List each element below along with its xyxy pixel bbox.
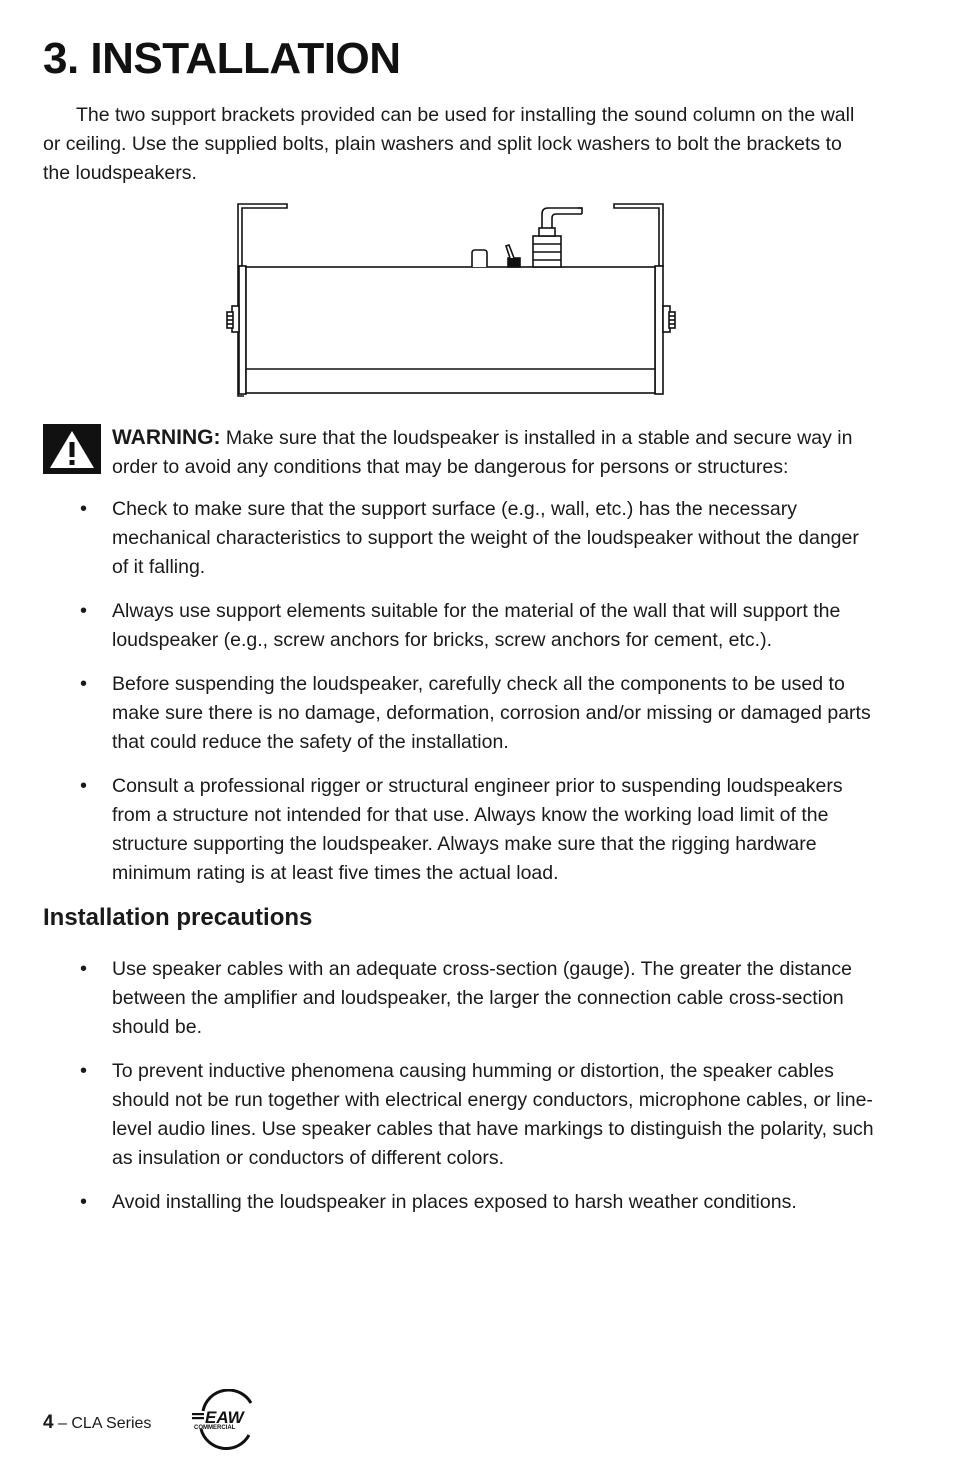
loudspeaker-bracket-diagram (222, 200, 682, 400)
intro-paragraph: The two support brackets provided can be used for installing the sound column on the wall or ceiling. Use the supplied bolts, plain washers and split lock washers to bolt the brackets to the loudspeakers. (43, 104, 855, 184)
list-item-text: To prevent inductive phenomena causing humming or distortion, the speaker cables should not be run together with electrical energy conductors, microphone cables, or line-level audio lines. Use speaker cables that have markings to distinguish the polarity, such as insulation or conductors of different colors. (112, 1060, 874, 1169)
list-item-text: Before suspending the loudspeaker, carefully check all the components to be used to make sure there is no damage, deformation, corrosion and/or missing or damaged parts that could reduce the safety of the installation. (112, 673, 871, 753)
list-item (80, 1188, 880, 1217)
list-item (80, 495, 880, 582)
list-item-text: Avoid installing the loudspeaker in places exposed to harsh weather conditions. (112, 1191, 797, 1213)
list-item (80, 772, 880, 888)
section-heading: Installation precautions (43, 904, 313, 931)
logo-wordmark: EAW (205, 1408, 244, 1427)
list-item (80, 597, 880, 655)
bullet: • (80, 1191, 88, 1213)
page-number: 4 (43, 1412, 54, 1433)
list-item-text: Always use support elements suitable for the material of the wall that will support the loudspeaker (e.g., screw anchors for bricks, screw anchors for cement, etc.). (112, 600, 841, 651)
bullet: • (80, 1060, 88, 1082)
list-item (80, 1057, 880, 1173)
list-item-text: Use speaker cables with an adequate cross-section (gauge). The greater the distance between the amplifier and loudspeaker, the larger the connection cable cross-section should be. (112, 958, 852, 1038)
page-footer (43, 1412, 151, 1434)
series-name: – CLA Series (53, 1415, 152, 1432)
list-item (80, 670, 880, 757)
warning-list (80, 495, 880, 903)
warning-text: Make sure that the loudspeaker is installed in a stable and secure way in order to avoid any conditions that may be dangerous for persons or structures: (112, 427, 853, 478)
precautions-list (80, 955, 880, 1232)
warning-label: WARNING: (112, 426, 221, 449)
list-item (80, 955, 880, 1042)
list-item-text: Check to make sure that the support surface (e.g., wall, etc.) has the necessary mechanical characteristics to support the weight of the loudspeaker without the danger of it falling. (112, 498, 859, 578)
list-item-text: Consult a professional rigger or structural engineer prior to suspending loudspeakers from a structure not intended for that use. Always know the working load limit of the structure supporting the loudspeaker. Always make sure that the rigging hardware minimum rating is at least five times the actual load. (112, 775, 843, 884)
warning-paragraph (112, 423, 892, 482)
bullet: • (80, 600, 88, 622)
logo-sub: COMMERCIAL (194, 1425, 236, 1431)
eaw-commercial-logo (189, 1389, 263, 1451)
bullet: • (80, 673, 88, 695)
warning-triangle-icon (43, 424, 101, 474)
bullet: • (80, 775, 88, 797)
page-title: 3. INSTALLATION (43, 34, 401, 83)
bullet: • (80, 498, 88, 520)
bullet: • (80, 958, 88, 980)
